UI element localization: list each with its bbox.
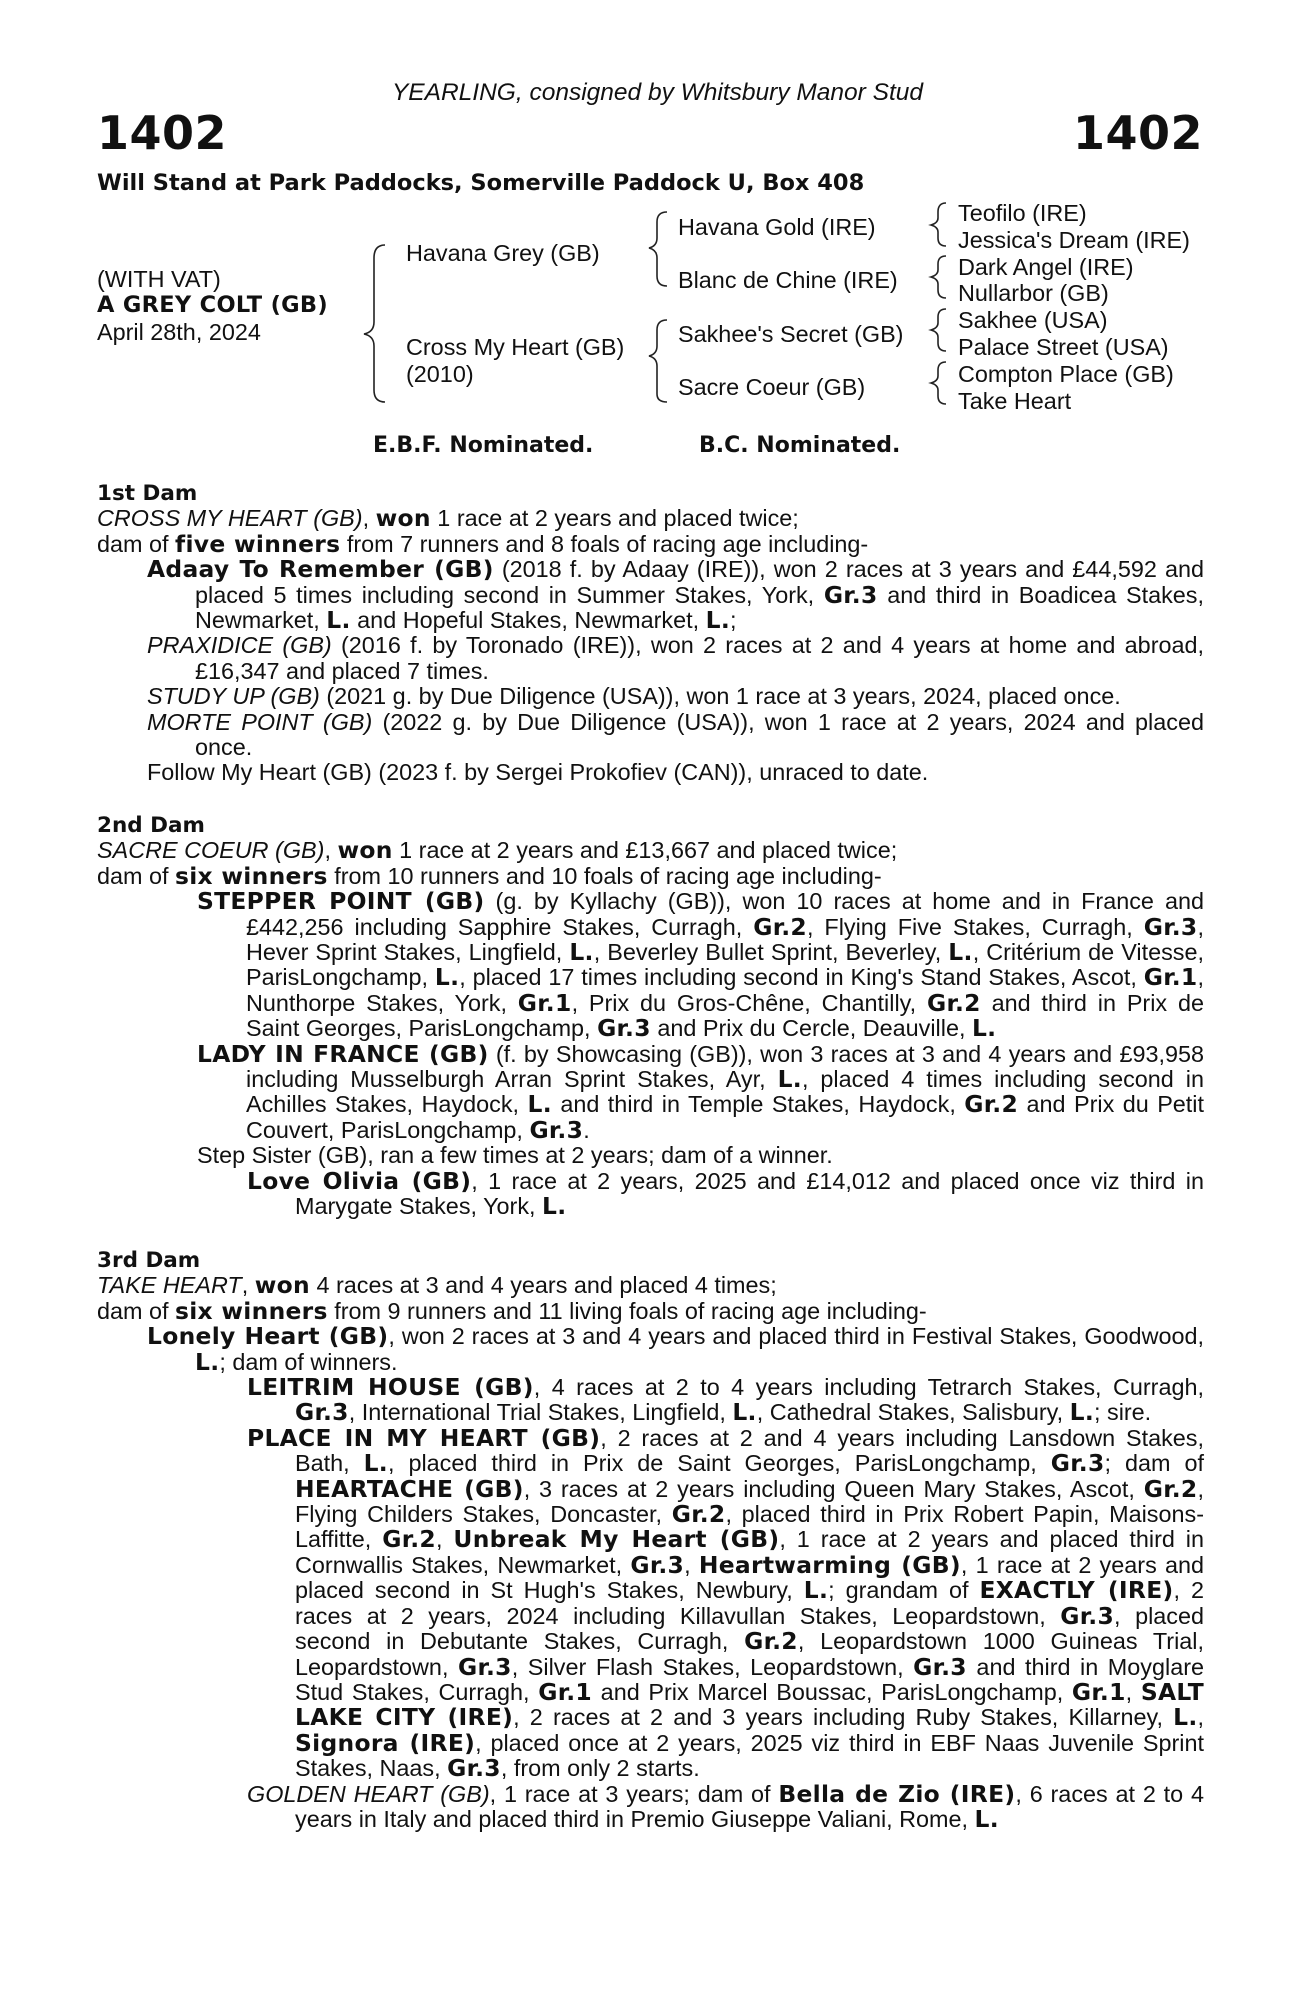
won-label: won — [375, 504, 431, 533]
place-text: , 1 race at 2 years and placed second in St Hugh's Stakes, Newbury, — [295, 1551, 1205, 1604]
listed-label: L. — [363, 1449, 388, 1478]
signora-name: Signora (IRE) — [295, 1728, 476, 1757]
love-olivia-name: Love Olivia (GB) — [247, 1166, 472, 1195]
grade-label: Gr.1 — [1071, 1677, 1126, 1706]
lady-text: and Prix du Petit Couvert, ParisLongchamp, — [246, 1091, 1204, 1143]
third-dam-name: TAKE HEART — [97, 1272, 242, 1299]
bc-nominated: B.C. Nominated. — [699, 433, 901, 458]
place-text: , — [684, 1551, 699, 1578]
ped-dds: Compton Place (GB) — [958, 361, 1174, 387]
second-dam-section: 2nd Dam SACRE COEUR (GB), won 1 race at 2 years and £13,667 and placed twice; dam of six winners from 10 runners and 10 foals of racing age including- STEPPER POINT (GB) (g. by Kyllachy (GB)), won 10 races at home and in France and £442,256 including Sapphire Stakes, Curragh, Gr.2, Flying Five Stakes, Curragh, Gr.3, Hever Sprint Stakes, Lingfield, L., Beverley Bullet Sprint, Beverley, L., Critérium de Vitesse, ParisLongchamp, L., placed 17 times including second in King's Stand Stakes, Ascot, Gr.1, Nunthorpe Stakes, York, Gr.1, Prix du Gros-Chêne, Chantilly, Gr.2 and third in Prix de Saint Georges, ParisLongchamp, Gr.3 and Prix du Cercle, Deauville, L. LADY IN FRANCE (GB) (f. by Showcasing (GB)), won 3 races at 3 and 4 years and £93,958 including Musselburgh Arran Sprint Stakes, Ayr, L., placed 4 times including second in Achilles Stakes, Haydock, L. and third in Temple Stakes, Haydock, Gr.2 and Prix du Petit Couvert, ParisLongchamp, Gr.3. Step Sister (GB), ran a few times at 2 years; dam of a winner. Love Olivia (GB), 1 race at 2 years, 2025 and £14,012 and placed once viz third in Marygate Stakes, York, L. — [97, 813, 1205, 1221]
stepper-text: (g. by Kyllachy (GB)), won 10 races at home and in France and £442,256 including Sapphire Stakes, Curragh, — [246, 888, 1204, 940]
progeny-place-in-my-heart — [97, 1423, 1205, 1783]
dam-year: (2010) — [406, 361, 474, 387]
stepper-text: , Hever Sprint Stakes, Lingfield, — [246, 913, 1204, 966]
place-text: , Silver Flash Stakes, Leopardstown, — [511, 1653, 914, 1680]
bella-de-zio-name: Bella de Zio (IRE) — [778, 1779, 1016, 1808]
horse-name: A GREY COLT (GB) — [97, 292, 328, 318]
winners-count: five winners — [175, 529, 341, 558]
lonely-heart-name: Lonely Heart (GB) — [147, 1322, 389, 1351]
leitrim-text: ; sire. — [1094, 1399, 1152, 1426]
progeny-praxidice — [97, 633, 1204, 684]
listed-label: L. — [1173, 1703, 1198, 1732]
dam-name: Cross My Heart (GB) — [406, 334, 625, 360]
vat-note: (WITH VAT) — [97, 266, 221, 292]
place-text: , Leopardstown 1000 Guineas Trial, Leopardstown, — [295, 1628, 1204, 1680]
salt-lake-city-name: SALT LAKE CITY (IRE) — [295, 1677, 1205, 1732]
stepper-text: , Beverley Bullet Sprint, Beverley, — [593, 939, 949, 966]
morte-point-text: (2022 g. by Due Diligence (USA)), won 1 race at 2 years, 2024 and placed once. — [195, 708, 1204, 761]
study-up-text: (2021 g. by Due Diligence (USA)), won 1 race at 3 years, 2024, placed once. — [319, 683, 1121, 710]
place-text: , Flying Childers Stakes, Doncaster, — [295, 1475, 1204, 1528]
place-text: and third in Moyglare Stud Stakes, Curragh, — [295, 1653, 1204, 1705]
listed-label: L. — [803, 1576, 829, 1605]
stepper-text: , Critérium de Vitesse, ParisLongchamp, — [246, 939, 1204, 991]
grade-label: Gr.3 — [447, 1754, 501, 1783]
grade-label: Gr.1 — [517, 988, 572, 1017]
love-olivia-text: , 1 race at 2 years, 2025 and £14,012 and placed once viz third in Marygate Stakes, York, — [295, 1167, 1204, 1220]
leitrim-text: , 4 races at 2 to 4 years including Tetrarch Stakes, Curragh, — [533, 1374, 1204, 1401]
place-text: , 1 race at 2 years and placed third in Cornwallis Stakes, Newmarket, — [295, 1526, 1205, 1578]
listed-label: L. — [971, 1014, 997, 1043]
place-text: , — [1197, 1704, 1205, 1731]
grade-label: Gr.2 — [964, 1090, 1019, 1119]
leitrim-text: , International Trial Stakes, Lingfield, — [348, 1399, 733, 1426]
progeny-follow-my-heart: Follow My Heart (GB) (2023 f. by Sergei Prokofiev (CAN)), unraced to date. — [147, 759, 929, 786]
ped-dss: Sakhee (USA) — [958, 307, 1108, 333]
lady-in-france-name: LADY IN FRANCE (GB) — [197, 1039, 489, 1068]
listed-label: L. — [705, 606, 730, 635]
place-text: , placed third in Prix de Saint Georges, ParisLongchamp, — [387, 1450, 1051, 1477]
lady-text: and third in Temple Stakes, Haydock, — [551, 1091, 965, 1118]
place-text: , — [1125, 1678, 1141, 1705]
adaay-text-4: ; — [730, 607, 737, 634]
golden-heart-name: GOLDEN HEART (GB) — [247, 1780, 490, 1807]
place-text: , placed third in Prix Robert Papin, Maisons-Laffitte, — [295, 1501, 1204, 1553]
stepper-text: , placed 17 times including second in King's Stand Stakes, Ascot, — [459, 964, 1144, 991]
progeny-study-up — [97, 684, 1204, 709]
listed-label: L. — [948, 938, 973, 967]
dam-brace — [649, 320, 667, 402]
place-text: , 2 races at 2 and 4 years including Lansdown Stakes, Bath, — [295, 1424, 1204, 1477]
grade-label: Gr.2 — [1143, 1474, 1198, 1503]
place-text: and Prix Marcel Boussac, ParisLongchamp, — [591, 1678, 1072, 1705]
stepper-point-name: STEPPER POINT (GB) — [197, 887, 485, 916]
grade-label: Gr.2 — [744, 1627, 798, 1656]
adaay-text-1: (2018 f. by Adaay (IRE)), won 2 races at 3 years and £44,592 and placed 5 times including second in Summer Stakes, York, — [195, 556, 1204, 608]
progeny-lady-in-france — [97, 1039, 1204, 1144]
listed-label: L. — [1069, 1398, 1094, 1427]
grade-label: Gr.2 — [753, 912, 807, 941]
adaay-name: Adaay To Remember (GB) — [147, 555, 494, 584]
place-text: , 2 races at 2 and 3 years including Ruby Stakes, Killarney, — [513, 1704, 1174, 1731]
heartwarming-name: Heartwarming (GB) — [698, 1550, 961, 1579]
listed-label: L. — [569, 938, 594, 967]
progeny-adaay — [97, 557, 1204, 633]
sire-dam: Blanc de Chine (IRE) — [678, 267, 898, 293]
leitrim-house-name: LEITRIM HOUSE (GB) — [247, 1373, 534, 1402]
listed-label: L. — [326, 606, 351, 635]
adaay-text-2: and third in Boadicea Stakes, Newmarket, — [195, 581, 1204, 634]
lady-text: (f. by Showcasing (GB)), won 3 races at 3 and 4 years and £93,958 including Musselburgh Arran Sprint Stakes, Ayr, — [246, 1040, 1204, 1093]
grade-label: Gr.3 — [529, 1115, 584, 1144]
dam-of-label: dam of — [97, 530, 176, 557]
grade-label: Gr.3 — [630, 1550, 685, 1579]
ped-sss: Teofilo (IRE) — [958, 200, 1087, 226]
listed-label: L. — [777, 1065, 802, 1094]
morte-point-name: MORTE POINT (GB) — [147, 708, 373, 735]
first-dam-name: CROSS MY HEART (GB) — [97, 505, 363, 532]
grade-label: Gr.2 — [382, 1525, 436, 1554]
grade-label: Gr.3 — [823, 580, 878, 609]
place-text: ; grandam of — [828, 1577, 980, 1604]
grade-label: Gr.3 — [1060, 1601, 1115, 1630]
stepper-text: and Prix du Cercle, Deauville, — [650, 1015, 972, 1042]
second-dam-name: SACRE COEUR (GB) — [97, 837, 325, 864]
listed-label: L. — [732, 1398, 757, 1427]
heartache-name: HEARTACHE (GB) — [295, 1474, 524, 1503]
progeny-leitrim-house — [97, 1375, 1204, 1426]
progeny-morte-point — [97, 710, 1204, 761]
dam-of-label: dam of — [97, 862, 176, 889]
grade-label: Gr.3 — [1050, 1449, 1105, 1478]
grade-label: Gr.3 — [597, 1014, 651, 1043]
winners-count: six winners — [175, 861, 328, 890]
ped-ddd: Take Heart — [958, 388, 1072, 414]
stepper-text: , Nunthorpe Stakes, York, — [246, 964, 1205, 1016]
place-text: , — [435, 1526, 454, 1553]
won-label: won — [337, 836, 393, 865]
listed-label: L. — [542, 1192, 567, 1221]
praxidice-name: PRAXIDICE (GB) — [147, 632, 332, 659]
second-dam-record: 1 race at 2 years and £13,667 and placed twice; — [392, 837, 898, 864]
ebf-nominated: E.B.F. Nominated. — [373, 433, 594, 458]
lady-text: , placed 4 times including second in Achilles Stakes, Haydock, — [246, 1066, 1204, 1118]
place-text: , from only 2 starts. — [500, 1755, 700, 1782]
third-dam-section: 3rd Dam TAKE HEART, won 4 races at 3 and 4 years and placed 4 times; dam of six winners from 9 runners and 11 living foals of racing age including- Lonely Heart (GB), won 2 races at 3 and 4 years and placed third in Festival Stakes, Goodwood, L.; dam of winners. LEITRIM HOUSE (GB), 4 races at 2 to 4 years including Tetrarch Stakes, Curragh, Gr.3, International Trial Stakes, Lingfield, L., Cathedral Stakes, Salisbury, L.; sire. PLACE IN MY HEART (GB), 2 races at 2 and 4 years including Lansdown Stakes, Bath, L., placed third in Prix de Saint Georges, ParisLongchamp, Gr.3; dam of HEARTACHE (GB), 3 races at 2 years including Queen Mary Stakes, Ascot, Gr.2, Flying Childers Stakes, Doncaster, Gr.2, placed third in Prix Robert Papin, Maisons-Laffitte, Gr.2, Unbreak My Heart (GB), 1 race at 2 years and placed third in Cornwallis Stakes, Newmarket, Gr.3, Heartwarming (GB), 1 race at 2 years and placed second in St Hugh's Stakes, Newbury, L.; grandam of EXACTLY (IRE), 2 races at 2 years, 2024 including Killavullan Stakes, Leopardstown, Gr.3, placed second in Debutante Stakes, Curragh, Gr.2, Leopardstown 1000 Guineas Trial, Leopardstown, Gr.3, Silver Flash Stakes, Leopardstown, Gr.3 and third in Moyglare Stud Stakes, Curragh, Gr.1 and Prix Marcel Boussac, ParisLongchamp, Gr.1, SALT LAKE CITY (IRE), 2 races at 2 and 3 years including Ruby Stakes, Killarney, L., Signora (IRE), placed once at 2 years, 2025 viz third in EBF Naas Juvenile Sprint Stakes, Naas, Gr.3, from only 2 starts. GOLDEN HEART (GB), 1 race at 3 years; dam of Bella de Zio (IRE), 6 races at 2 to 4 years in Italy and placed third in Premio Giuseppe Valiani, Rome, L. — [97, 1248, 1205, 1833]
ped-sdd: Nullarbor (GB) — [958, 280, 1109, 306]
grade-label: Gr.3 — [295, 1398, 349, 1427]
sd-brace — [931, 256, 946, 298]
grade-label: Gr.3 — [913, 1652, 967, 1681]
grade-label: Gr.1 — [538, 1677, 592, 1706]
lonely-text: ; dam of winners. — [219, 1348, 398, 1375]
ds-brace — [931, 309, 946, 351]
second-dam-heading: 2nd Dam — [97, 813, 205, 838]
grade-label: Gr.3 — [1143, 912, 1198, 941]
lot-number-right: 1402 — [1072, 106, 1203, 160]
ped-dsd: Palace Street (USA) — [958, 334, 1169, 360]
listed-label: L. — [434, 963, 460, 992]
place-text: ; dam of — [1104, 1450, 1204, 1477]
grade-label: Gr.1 — [1143, 963, 1198, 992]
praxidice-text: (2016 f. by Toronado (IRE)), won 2 races at 2 and 4 years at home and abroad, £16,347 and placed 7 times. — [195, 632, 1205, 684]
progeny-lonely-heart — [97, 1324, 1204, 1375]
leitrim-text: , Cathedral Stakes, Salisbury, — [756, 1399, 1070, 1426]
consignor-line: YEARLING, consigned by Whitsbury Manor Stud — [391, 79, 924, 106]
progeny-step-sister: Step Sister (GB), ran a few times at 2 years; dam of a winner. — [197, 1142, 833, 1169]
place-text: , placed once at 2 years, 2025 viz third in EBF Naas Juvenile Sprint Stakes, Naas, — [295, 1729, 1204, 1782]
dam-of-label: dam of — [97, 1297, 176, 1324]
stepper-text: , Prix du Gros-Chêne, Chantilly, — [571, 989, 927, 1016]
grade-label: Gr.2 — [926, 988, 981, 1017]
lot-number-left: 1402 — [97, 106, 228, 160]
sire-brace — [649, 212, 667, 286]
golden-text: , 1 race at 3 years; dam of — [489, 1780, 779, 1807]
runners-note: from 10 runners and 10 foals of racing age including- — [327, 862, 882, 889]
place-text: , placed second in Debutante Stakes, Curragh, — [295, 1602, 1204, 1655]
progeny-love-olivia — [97, 1166, 1204, 1221]
runners-note: from 9 runners and 11 living foals of racing age including- — [327, 1297, 927, 1324]
foaling-date: April 28th, 2024 — [97, 319, 261, 345]
progeny-stepper-point — [97, 889, 1204, 1041]
grade-label: Gr.2 — [671, 1500, 726, 1529]
sire-name: Havana Grey (GB) — [406, 240, 600, 266]
listed-label: L. — [974, 1804, 999, 1833]
exactly-name: EXACTLY (IRE) — [979, 1576, 1174, 1605]
listed-label: L. — [195, 1347, 220, 1376]
grade-label: Gr.3 — [458, 1652, 512, 1681]
lonely-text: , won 2 races at 3 and 4 years and placed third in Festival Stakes, Goodwood, — [388, 1323, 1204, 1350]
lady-text: . — [583, 1116, 590, 1143]
dam-sire: Sakhee's Secret (GB) — [678, 321, 904, 347]
study-up-name: STUDY UP (GB) — [147, 683, 320, 710]
listed-label: L. — [527, 1090, 552, 1119]
third-dam-record: 4 races at 3 and 4 years and placed 4 times; — [309, 1272, 777, 1299]
ss-brace — [931, 203, 946, 246]
stepper-text: , Flying Five Stakes, Curragh, — [806, 913, 1144, 940]
unbreak-my-heart-name: Unbreak My Heart (GB) — [453, 1525, 780, 1554]
golden-text: , 6 races at 2 to 4 years in Italy and placed third in Premio Giuseppe Valiani, Rome, — [295, 1780, 1204, 1832]
first-dam-section: 1st Dam CROSS MY HEART (GB), won 1 race at 2 years and placed twice; dam of five winners from 7 runners and 8 foals of racing age including- Adaay To Remember (GB) (2018 f. by Adaay (IRE)), won 2 races at 3 years and £44,592 and placed 5 times including second in Summer Stakes, York, Gr.3 and third in Boadicea Stakes, Newmarket, L. and Hopeful Stakes, Newmarket, L.; PRAXIDICE (GB) (2016 f. by Toronado (IRE)), won 2 races at 2 and 4 years at home and abroad, £16,347 and placed 7 times. STUDY UP (GB) (2021 g. by Due Diligence (USA)), won 1 race at 3 years, 2024, placed once. MORTE POINT (GB) (2022 g. by Due Diligence (USA)), won 1 race at 2 years, 2024 and placed once. Follow My Heart (GB) (2023 f. by Sergei Prokofiev (CAN)), unraced to date. — [97, 481, 1205, 786]
adaay-text-3: and Hopeful Stakes, Newmarket, — [350, 607, 706, 634]
ped-ssd: Jessica's Dream (IRE) — [958, 227, 1190, 253]
stepper-text: and third in Prix de Saint Georges, ParisLongchamp, — [246, 989, 1204, 1042]
stand-location: Will Stand at Park Paddocks, Somerville Paddock U, Box 408 — [97, 170, 865, 196]
dam-dam: Sacre Coeur (GB) — [678, 374, 866, 400]
ped-sds: Dark Angel (IRE) — [958, 254, 1134, 280]
sire-sire: Havana Gold (IRE) — [678, 214, 876, 240]
winners-count: six winners — [175, 1296, 328, 1325]
first-dam-heading: 1st Dam — [97, 481, 198, 506]
horse-brace — [364, 245, 385, 402]
progeny-golden-heart — [97, 1779, 1204, 1833]
place-in-my-heart-name: PLACE IN MY HEART (GB) — [247, 1423, 601, 1452]
won-label: won — [254, 1271, 310, 1300]
place-text: , 3 races at 2 years including Queen Mary Stakes, Ascot, — [523, 1475, 1144, 1502]
third-dam-heading: 3rd Dam — [97, 1248, 201, 1273]
first-dam-record: 1 race at 2 years and placed twice; — [430, 505, 799, 532]
runners-note: from 7 runners and 8 foals of racing age including- — [340, 530, 869, 557]
place-text: , 2 races at 2 years, 2024 including Killavullan Stakes, Leopardstown, — [295, 1577, 1204, 1629]
dd-brace — [931, 362, 946, 404]
